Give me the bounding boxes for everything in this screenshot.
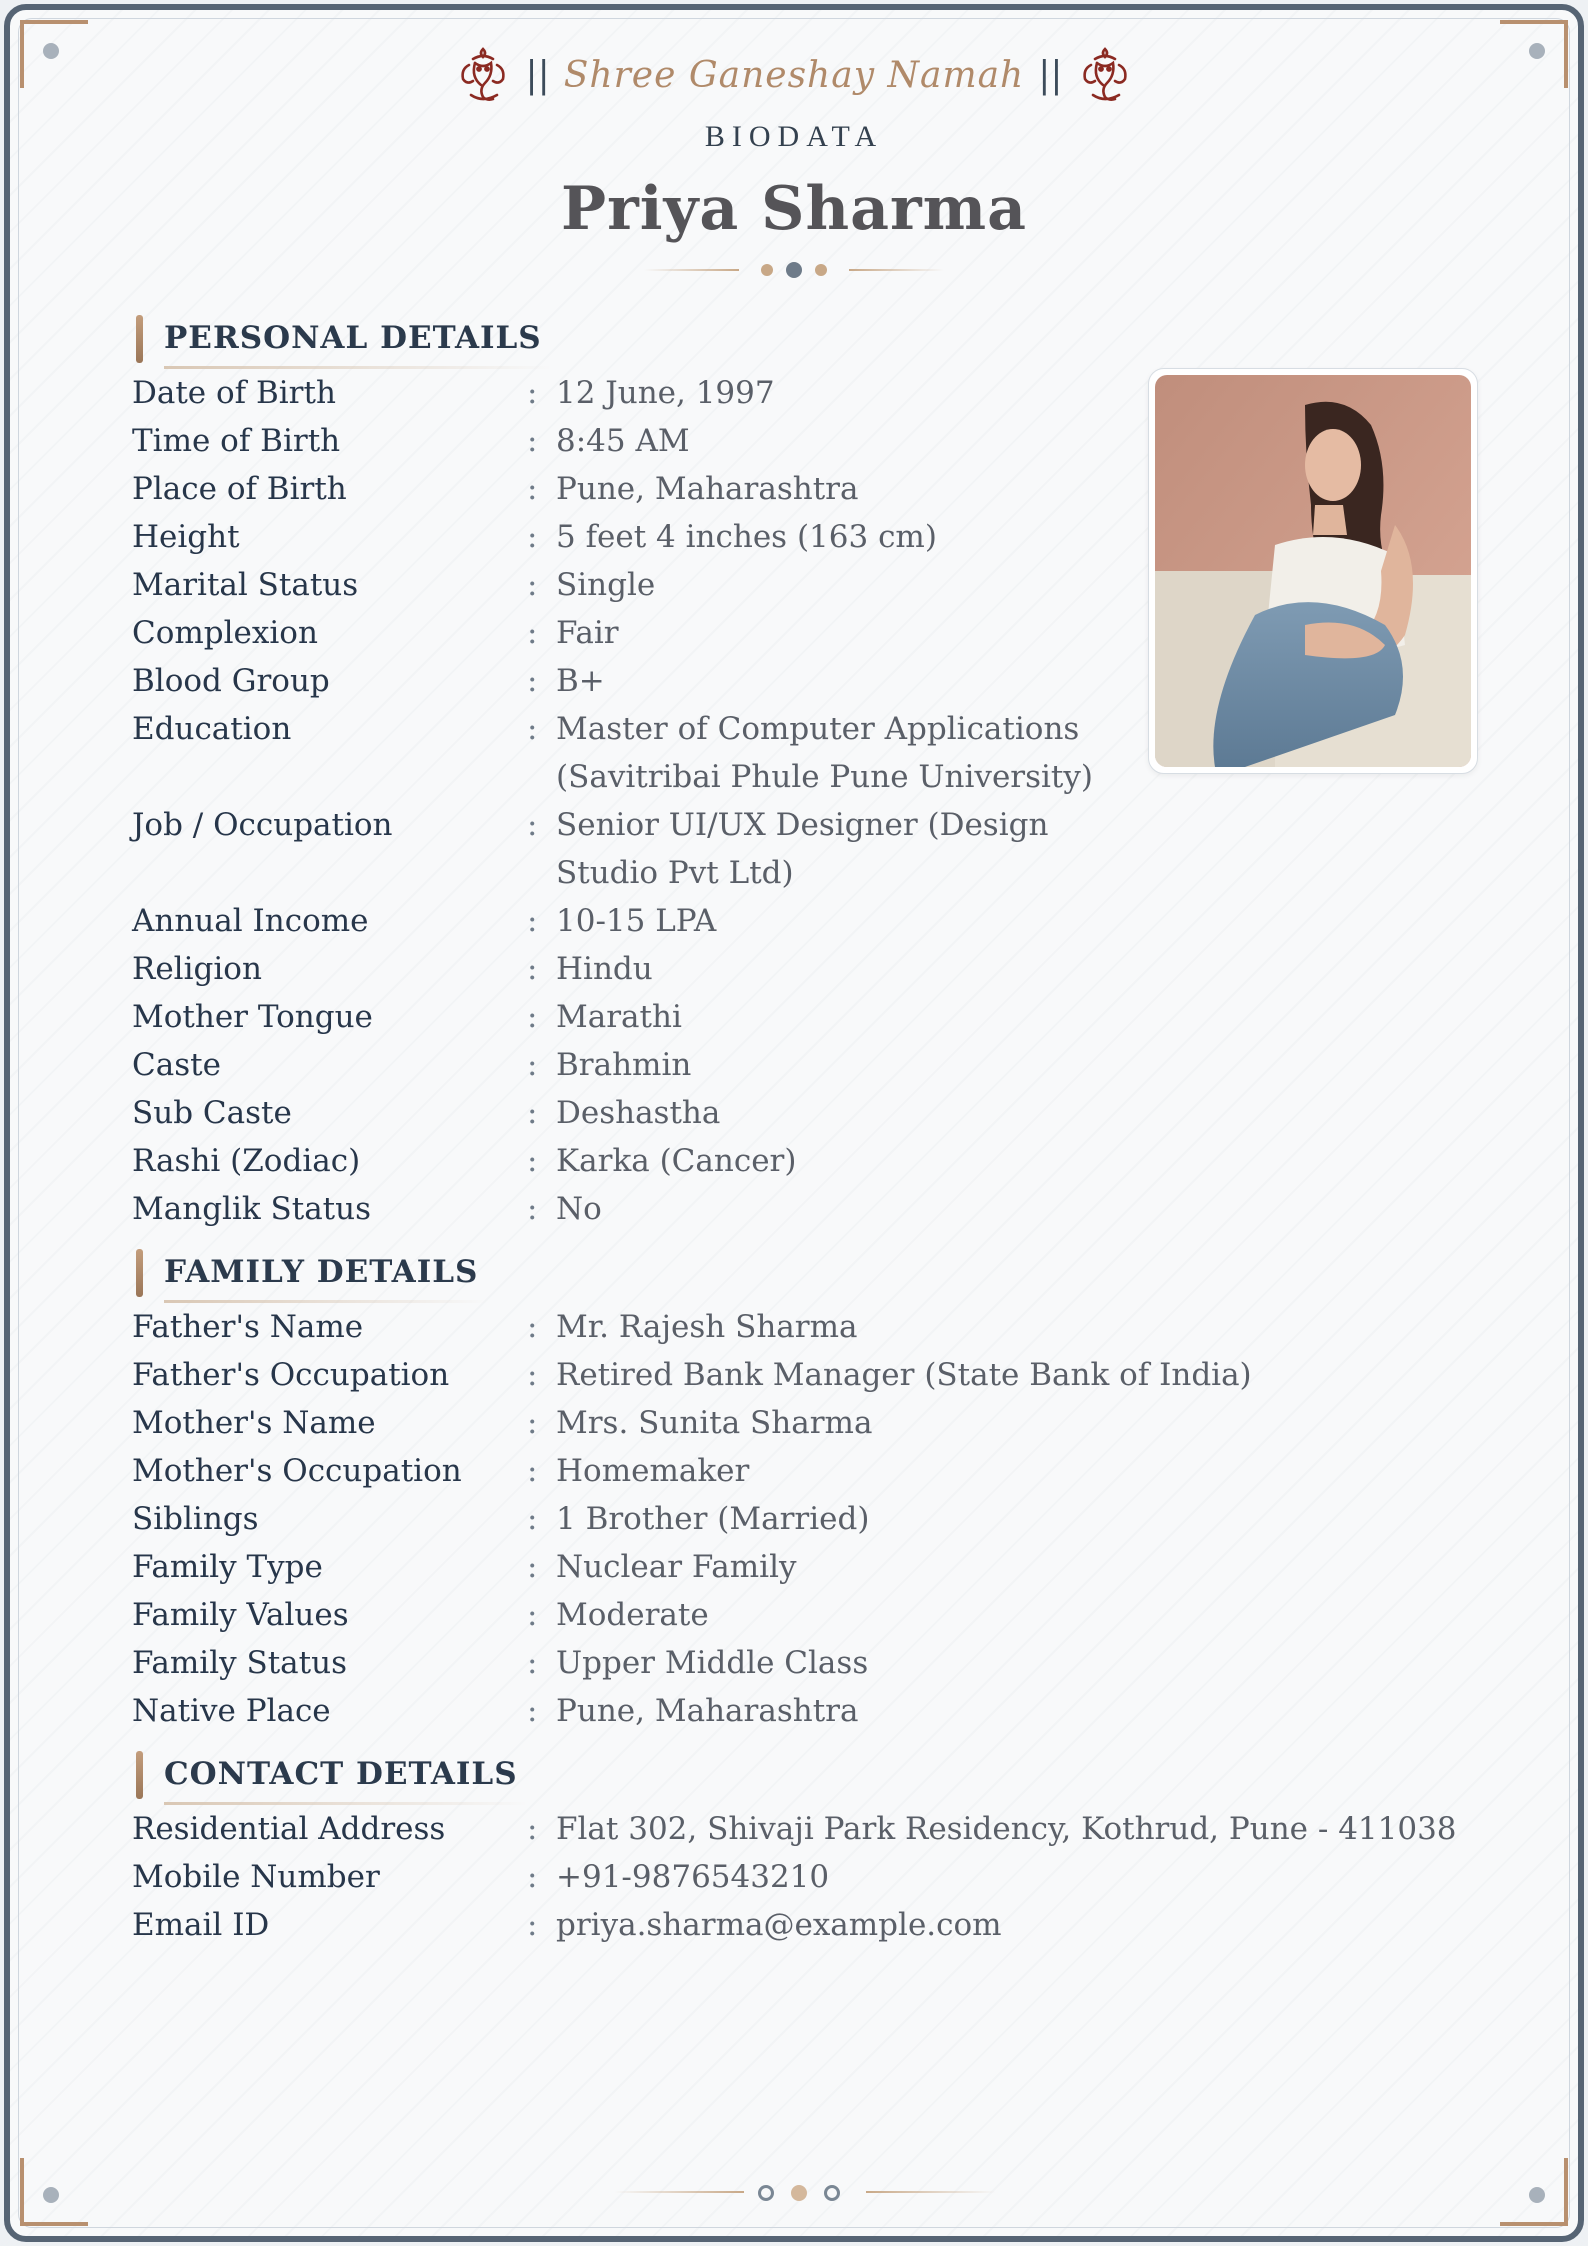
detail-value: Nuclear Family <box>556 1549 797 1585</box>
detail-label: Religion <box>132 951 262 987</box>
detail-value: Pune, Maharashtra <box>556 471 859 507</box>
biodata-content <box>132 313 1472 1963</box>
detail-separator: : <box>527 1859 538 1895</box>
detail-label: Native Place <box>132 1693 331 1729</box>
detail-label: Family Values <box>132 1597 349 1633</box>
detail-row <box>132 1687 1472 1735</box>
detail-value: No <box>556 1191 602 1227</box>
detail-label: Family Type <box>132 1549 323 1585</box>
detail-label: Manglik Status <box>132 1191 372 1227</box>
detail-separator: : <box>527 1357 538 1393</box>
detail-separator: : <box>527 1811 538 1847</box>
section-heading-text: PERSONAL DETAILS <box>164 320 542 356</box>
detail-value: 10-15 LPA <box>556 903 717 939</box>
family-details-list <box>132 1303 1472 1735</box>
detail-row <box>132 465 1472 513</box>
detail-label: Rashi (Zodiac) <box>132 1143 361 1179</box>
contact-details-section <box>132 1749 1472 1949</box>
detail-separator: : <box>527 1095 538 1131</box>
detail-value: priya.sharma@example.com <box>556 1907 1002 1943</box>
detail-separator: : <box>527 615 538 651</box>
detail-label: Mother's Name <box>132 1405 376 1441</box>
personal-details-list <box>132 369 1472 1233</box>
detail-separator: : <box>527 1645 538 1681</box>
detail-row <box>132 1853 1472 1901</box>
detail-separator: : <box>527 1309 538 1345</box>
detail-label: Annual Income <box>132 903 369 939</box>
detail-row <box>132 1447 1472 1495</box>
mantra-open: || <box>525 54 550 96</box>
detail-separator: : <box>527 1453 538 1489</box>
detail-separator: : <box>527 903 538 939</box>
detail-row <box>132 897 1472 945</box>
ganesha-icon <box>455 43 511 107</box>
detail-value: Homemaker <box>556 1453 750 1489</box>
detail-value: Flat 302, Shivaji Park Residency, Kothrud, Pune - 411038 <box>556 1811 1457 1847</box>
detail-separator: : <box>527 999 538 1035</box>
detail-separator: : <box>527 519 538 555</box>
header <box>10 40 1578 280</box>
detail-value: Brahmin <box>556 1047 692 1083</box>
document-label: BIODATA <box>704 120 884 153</box>
detail-value: Mrs. Sunita Sharma <box>556 1405 873 1441</box>
detail-label: Job / Occupation <box>132 807 393 843</box>
detail-label: Mother's Occupation <box>132 1453 462 1489</box>
detail-row <box>132 561 1472 609</box>
detail-label: Date of Birth <box>132 375 336 411</box>
footer-ornament <box>10 2182 1578 2202</box>
detail-separator: : <box>527 1693 538 1729</box>
detail-separator: : <box>527 1405 538 1441</box>
detail-value: Master of Computer Applications (Savitribai Phule Pune University) <box>556 711 1093 795</box>
detail-row <box>132 1901 1472 1949</box>
detail-label: Place of Birth <box>132 471 347 507</box>
section-heading <box>132 1247 478 1297</box>
detail-label: Siblings <box>132 1501 259 1537</box>
detail-label: Marital Status <box>132 567 359 603</box>
detail-label: Father's Name <box>132 1309 364 1345</box>
detail-separator: : <box>527 1907 538 1943</box>
detail-label: Mobile Number <box>132 1859 380 1895</box>
detail-label: Residential Address <box>132 1811 446 1847</box>
detail-row <box>132 705 1472 801</box>
detail-row <box>132 945 1472 993</box>
detail-value: Moderate <box>556 1597 709 1633</box>
detail-label: Complexion <box>132 615 318 651</box>
detail-label: Caste <box>132 1047 221 1083</box>
detail-label: Mother Tongue <box>132 999 373 1035</box>
detail-value: 8:45 AM <box>556 423 690 459</box>
detail-separator: : <box>527 711 538 747</box>
section-heading <box>132 313 542 363</box>
detail-label: Sub Caste <box>132 1095 292 1131</box>
detail-value: Senior UI/UX Designer (Design Studio Pvt Ltd) <box>556 807 1049 891</box>
detail-separator: : <box>527 663 538 699</box>
detail-label: Time of Birth <box>132 423 341 459</box>
detail-row <box>132 417 1472 465</box>
detail-separator: : <box>527 375 538 411</box>
detail-value: 1 Brother (Married) <box>556 1501 870 1537</box>
detail-row <box>132 993 1472 1041</box>
family-details-section <box>132 1247 1472 1735</box>
detail-value: Retired Bank Manager (State Bank of India) <box>556 1357 1252 1393</box>
detail-row <box>132 657 1472 705</box>
section-heading-text: CONTACT DETAILS <box>164 1756 518 1792</box>
detail-value: +91-9876543210 <box>556 1859 830 1895</box>
detail-label: Education <box>132 711 292 747</box>
ganesha-icon <box>1077 43 1133 107</box>
detail-value: Pune, Maharashtra <box>556 1693 859 1729</box>
detail-value: Karka (Cancer) <box>556 1143 797 1179</box>
detail-separator: : <box>527 471 538 507</box>
detail-value: Upper Middle Class <box>556 1645 869 1681</box>
detail-separator: : <box>527 1143 538 1179</box>
detail-row <box>132 1137 1472 1185</box>
detail-label: Family Status <box>132 1645 347 1681</box>
detail-row <box>132 1399 1472 1447</box>
detail-row <box>132 1089 1472 1137</box>
detail-row <box>132 1543 1472 1591</box>
detail-label: Height <box>132 519 240 555</box>
contact-details-list <box>132 1805 1472 1949</box>
detail-label: Email ID <box>132 1907 270 1943</box>
detail-row <box>132 1303 1472 1351</box>
detail-value: Hindu <box>556 951 653 987</box>
detail-value: Fair <box>556 615 619 651</box>
detail-separator: : <box>527 567 538 603</box>
mantra-row <box>10 40 1578 110</box>
detail-value: B+ <box>556 663 605 699</box>
section-heading-text: FAMILY DETAILS <box>164 1254 479 1290</box>
detail-value: 5 feet 4 inches (163 cm) <box>556 519 937 555</box>
detail-separator: : <box>527 1501 538 1537</box>
detail-row <box>132 609 1472 657</box>
mantra-close: || <box>1038 54 1063 96</box>
detail-value: Single <box>556 567 656 603</box>
detail-separator: : <box>527 1191 538 1227</box>
detail-row <box>132 1591 1472 1639</box>
detail-value: Marathi <box>556 999 682 1035</box>
detail-row <box>132 1041 1472 1089</box>
detail-row <box>132 369 1472 417</box>
detail-row <box>132 513 1472 561</box>
detail-row <box>132 801 1472 897</box>
detail-separator: : <box>527 1047 538 1083</box>
section-heading <box>132 1749 518 1799</box>
personal-details-section <box>132 313 1472 1233</box>
detail-row <box>132 1639 1472 1687</box>
detail-separator: : <box>527 807 538 843</box>
detail-separator: : <box>527 951 538 987</box>
candidate-name: Priya Sharma <box>561 174 1027 244</box>
mantra-text: Shree Ganeshay Namah <box>563 54 1025 96</box>
title-divider <box>644 260 944 280</box>
detail-value: 12 June, 1997 <box>556 375 775 411</box>
detail-label: Blood Group <box>132 663 330 699</box>
detail-label: Father's Occupation <box>132 1357 450 1393</box>
detail-separator: : <box>527 1549 538 1585</box>
detail-value: Mr. Rajesh Sharma <box>556 1309 858 1345</box>
detail-row <box>132 1805 1472 1853</box>
detail-row <box>132 1351 1472 1399</box>
detail-value: Deshastha <box>556 1095 721 1131</box>
detail-row <box>132 1495 1472 1543</box>
detail-separator: : <box>527 1597 538 1633</box>
detail-row <box>132 1185 1472 1233</box>
detail-separator: : <box>527 423 538 459</box>
biodata-page <box>4 4 1584 2242</box>
